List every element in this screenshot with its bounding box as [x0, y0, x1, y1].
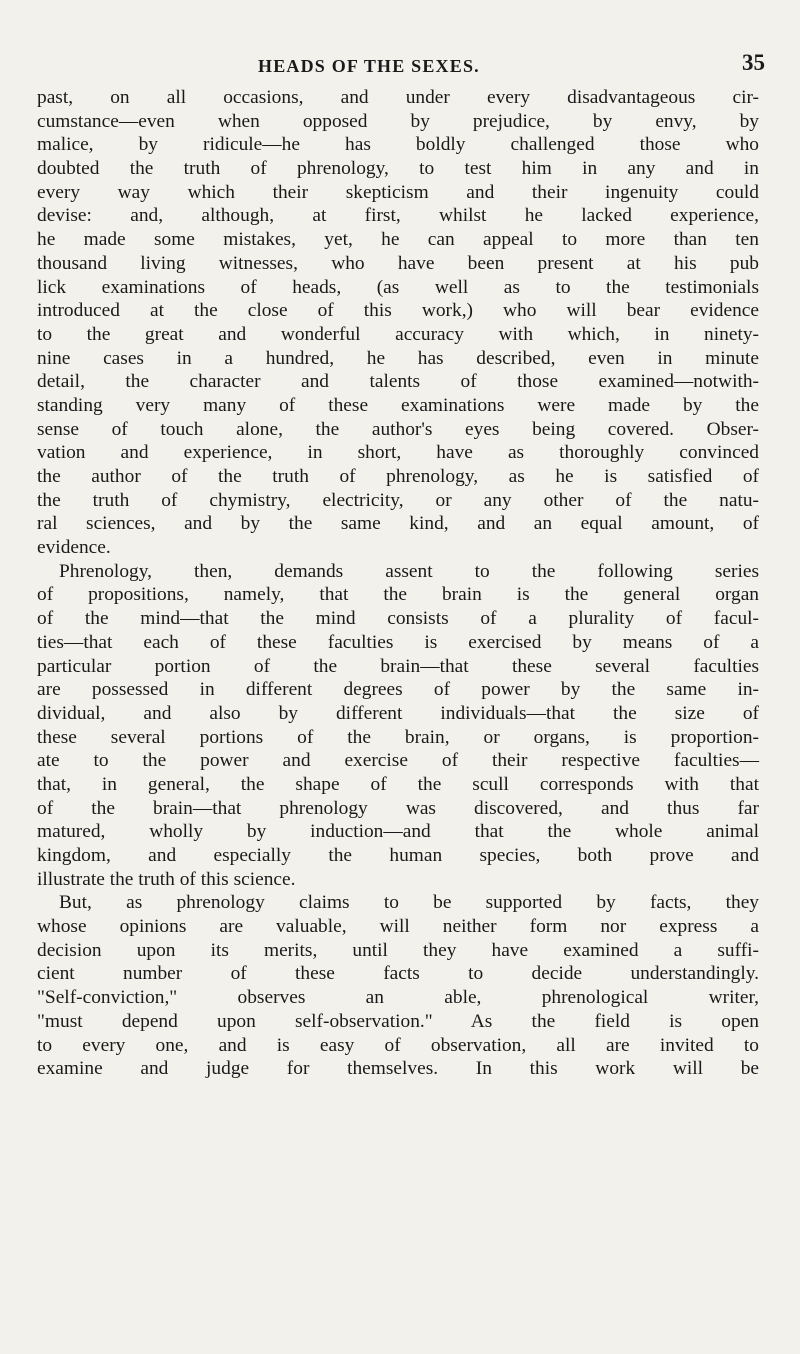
text-line: cumstance—even when opposed by prejudice, by envy, by	[37, 110, 759, 132]
text-line: doubted the truth of phrenology, to test him in any and in	[37, 158, 759, 180]
text-line: introduced at the close of this work,) who will bear evidence	[37, 300, 759, 322]
text-line: whose opinions are valuable, will neither form nor express a	[37, 916, 759, 938]
page-header	[0, 50, 800, 86]
text-line: of the brain—that phrenology was discovered, and thus far	[37, 797, 759, 819]
text-line: to every one, and is easy of observation, all are invited to	[37, 1034, 759, 1056]
text-line: these several portions of the brain, or organs, is proportion-	[37, 726, 759, 748]
text-line: past, on all occasions, and under every disadvantageous cir-	[37, 87, 759, 108]
text-line: lick examinations of heads, (as well as to the testimonials	[37, 276, 759, 298]
text-line: to the great and wonderful accuracy with which, in ninety-	[37, 323, 759, 345]
text-line: illustrate the truth of this science.	[37, 868, 296, 890]
running-head: HEADS OF THE SEXES.	[258, 56, 480, 76]
text-line: evidence.	[37, 537, 111, 559]
text-line: that, in general, the shape of the scull corresponds with that	[37, 773, 759, 795]
text-line: "must depend upon self-observation." As the field is open	[37, 1010, 759, 1032]
text-line: the truth of chymistry, electricity, or any other of the natu-	[37, 489, 759, 511]
text-line: devise: and, although, at first, whilst he lacked experience,	[37, 205, 759, 227]
text-line: "Self-conviction," observes an able, phrenological writer,	[37, 987, 759, 1009]
text-line: every way which their skepticism and their ingenuity could	[37, 181, 759, 203]
text-line: detail, the character and talents of those examined—notwith-	[37, 371, 759, 393]
text-line: of the mind—that the mind consists of a plurality of facul-	[37, 608, 759, 630]
text-line: malice, by ridicule—he has boldly challenged those who	[37, 134, 759, 156]
text-line: examine and judge for themselves. In this work will be	[37, 1058, 759, 1080]
text-line: matured, wholly by induction—and that the whole animal	[37, 821, 759, 843]
text-line: Phrenology, then, demands assent to the following series	[59, 560, 759, 582]
text-line: of propositions, namely, that the brain is the general organ	[37, 584, 759, 606]
text-line: ties—that each of these faculties is exercised by means of a	[37, 631, 759, 653]
text-line: standing very many of these examinations were made by the	[37, 394, 759, 416]
text-line: kingdom, and especially the human species, both prove and	[37, 845, 759, 866]
text-line: decision upon its merits, until they have examined a suffi-	[37, 939, 759, 961]
text-line: But, as phrenology claims to be supported by facts, they	[59, 892, 759, 914]
text-line: ral sciences, and by the same kind, and an equal amount, of	[37, 513, 759, 535]
text-line: the author of the truth of phrenology, as he is satisfied of	[37, 466, 759, 487]
text-line: cient number of these facts to decide understandingly.	[37, 963, 759, 985]
text-line: particular portion of the brain—that these several faculties	[37, 655, 759, 677]
text-line: he made some mistakes, yet, he can appeal to more than ten	[37, 229, 759, 251]
text-line: sense of touch alone, the author's eyes being covered. Obser-	[37, 418, 759, 440]
body-text	[37, 86, 759, 1081]
page-number: 35	[742, 50, 765, 75]
text-line: are possessed in different degrees of power by the same in-	[37, 679, 759, 701]
text-line: nine cases in a hundred, he has described, even in minute	[37, 347, 759, 369]
text-line: ate to the power and exercise of their respective faculties—	[37, 750, 759, 772]
text-line: dividual, and also by different individuals—that the size of	[37, 702, 759, 724]
text-line: vation and experience, in short, have as thoroughly convinced	[37, 442, 759, 464]
text-line: thousand living witnesses, who have been present at his pub	[37, 252, 759, 274]
